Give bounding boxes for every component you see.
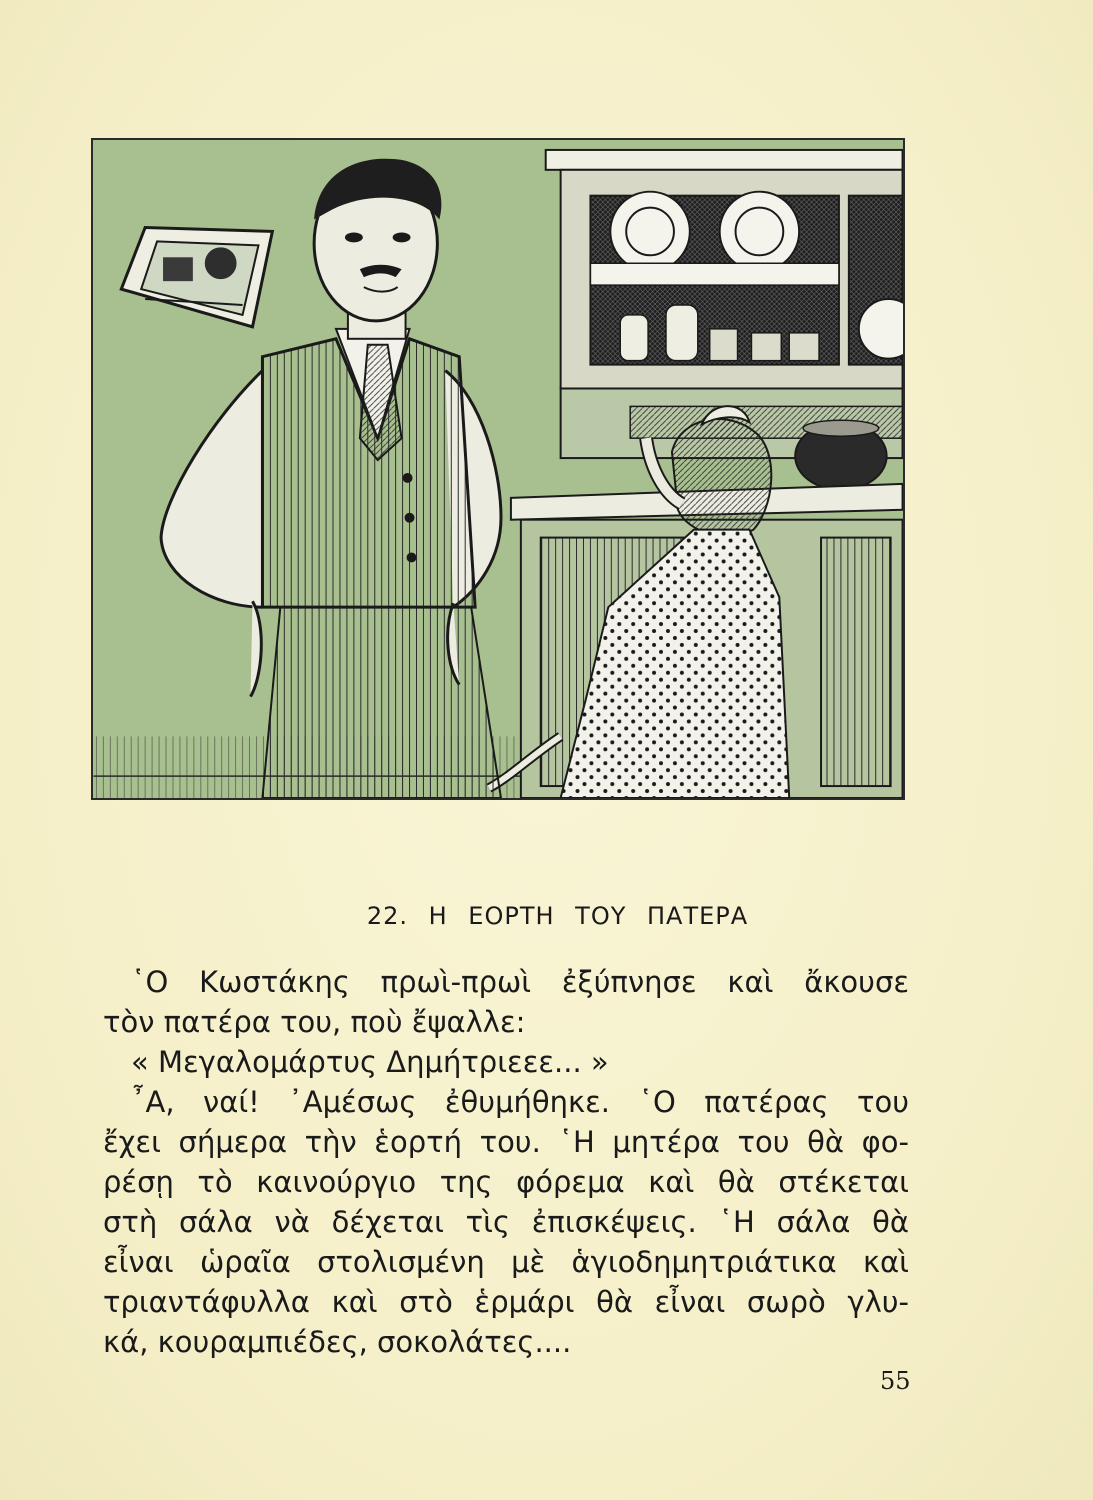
text-line: ρέσῃ τὸ καινούργιο της φόρεμα καὶ θὰ στέκεται [103, 1165, 909, 1199]
chapter-number: 22. [366, 902, 408, 930]
page-number: 55 [880, 1367, 911, 1395]
text-line: κά, κουραμπιέδες, σοκολάτες.... [103, 1325, 572, 1359]
text-line: ῏Α, ναί! ᾿Αμέσως ἐθυμήθηκε. ῾Ο πατέρας του [131, 1085, 909, 1119]
illustration-drawing [93, 140, 903, 798]
story-text [103, 962, 909, 1362]
text-line: τὸν πατέρα του, ποὺ ἔψαλλε: [103, 1005, 526, 1039]
illustration-father-and-daughter [91, 138, 905, 800]
chapter-title: Η ΕΟΡΤΗ ΤΟΥ ΠΑΤΕΡΑ [428, 902, 749, 930]
text-line: στὴ σάλα νὰ δέχεται τὶς ἐπισκέψεις. ῾Η σάλα θὰ [103, 1205, 909, 1239]
text-line: εἶναι ὡραῖα στολισμένη μὲ ἁγιοδημητριάτικα καὶ [103, 1245, 909, 1279]
text-line: τριαντάφυλλα καὶ στὸ ἑρμάρι θὰ εἶναι σωρὸ γλυ- [103, 1285, 909, 1319]
text-line: ῾Ο Κωστάκης πρωὶ-πρωὶ ἐξύπνησε καὶ ἄκουσε [131, 965, 909, 999]
text-line: ἔχει σήμερα τὴν ἑορτή του. ῾Η μητέρα του θὰ φο- [103, 1125, 909, 1159]
chapter-heading [0, 902, 1093, 930]
text-line: « Μεγαλομάρτυς Δημήτριεεε... » [131, 1045, 609, 1079]
